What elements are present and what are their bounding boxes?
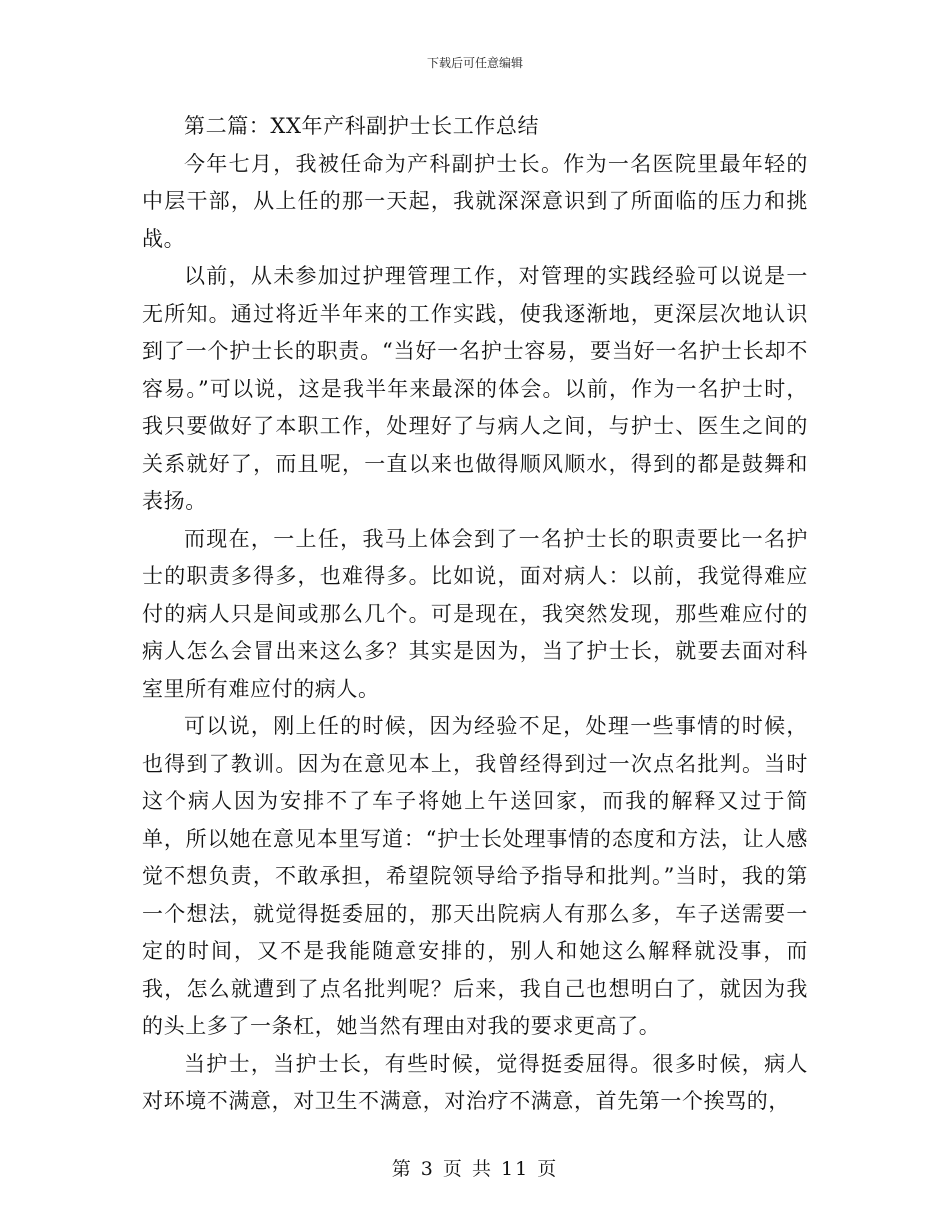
- document-title: 第二篇：XX年产科副护士长工作总结: [184, 114, 540, 138]
- paragraph-3: 而现在，一上任，我马上体会到了一名护士长的职责要比一名护士的职责多得多，也难得多。比如说，面对病人：以前，我觉得难应付的病人只是间或那么几个。可是现在，我突然发现，那些难应付的病人怎么会冒出来这么多？其实是因为，当了护士长，就要去面对科室里所有难应付的病人。: [142, 526, 808, 701]
- paragraph-1: 今年七月，我被任命为产科副护士长。作为一名医院里最年轻的中层干部，从上任的那一天起，我就深深意识到了所面临的压力和挑战。: [142, 151, 808, 251]
- document-body: [142, 108, 808, 1121]
- header-note: 下载后可任意编辑: [426, 56, 523, 70]
- page-number-footer: 第 3 页 共 11 页: [391, 1158, 559, 1180]
- paragraph-5: 当护士，当护士长，有些时候，觉得挺委屈得。很多时候，病人对环境不满意，对卫生不满意，对治疗不满意，首先第一个挨骂的，: [142, 1051, 808, 1113]
- paragraph-4: 可以说，刚上任的时候，因为经验不足，处理一些事情的时候，也得到了教训。因为在意见本上，我曾经得到过一次点名批判。当时这个病人因为安排不了车子将她上午送回家，而我的解释又过于简单，所以她在意见本里写道：“护士长处理事情的态度和方法，让人感觉不想负责，不敢承担，希望院领导给予指导和批判。”当时，我的第一个想法，就觉得挺委屈的，那天出院病人有那么多，车子送需要一定的时间，又不是我能随意安排的，别人和她这么解释就没事，而我，怎么就遭到了点名批判呢？后来，我自己也想明白了，就因为我的头上多了一条杠，她当然有理由对我的要求更高了。: [142, 714, 808, 1038]
- paragraph-2: 以前，从未参加过护理管理工作，对管理的实践经验可以说是一无所知。通过将近半年来的工作实践，使我逐渐地，更深层次地认识到了一个护士长的职责。“当好一名护士容易，要当好一名护士长却不容易。”可以说，这是我半年来最深的体会。以前，作为一名护士时，我只要做好了本职工作，处理好了与病人之间，与护士、医生之间的关系就好了，而且呢，一直以来也做得顺风顺水，得到的都是鼓舞和表扬。: [142, 264, 808, 513]
